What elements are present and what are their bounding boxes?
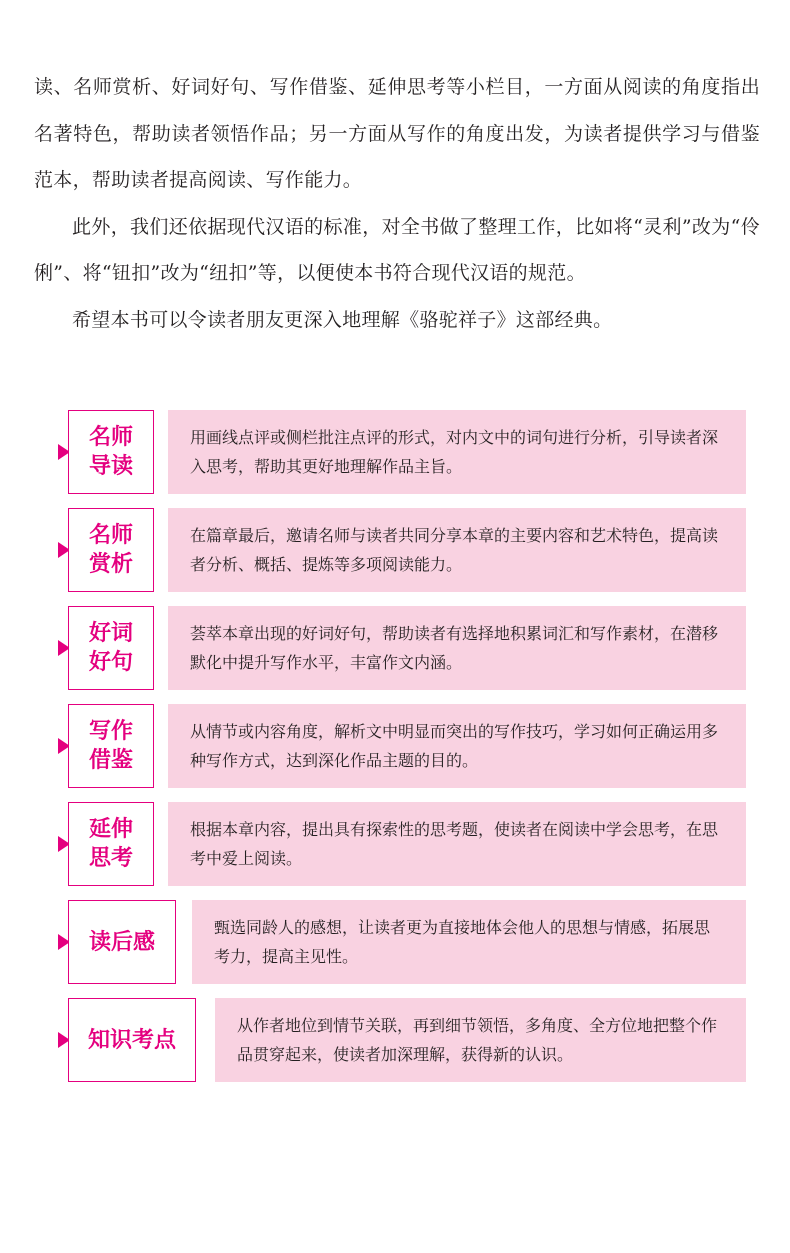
feature-description: 甄选同龄人的感想，让读者更为直接地体会他人的思想与情感，拓展思考力，提高主见性。 <box>214 918 711 966</box>
feature-description-box <box>168 508 746 592</box>
feature-label <box>68 802 154 886</box>
intro-paragraph-3: 希望本书可以令读者朋友更深入地理解《骆驼祥子》这部经典。 <box>72 308 613 331</box>
feature-description-box <box>168 410 746 494</box>
feature-label <box>68 508 154 592</box>
intro-paragraph-2: 此外，我们还依据现代汉语的标准，对全书做了整理工作，比如将“灵利”改为“伶俐”、将“钮扣”改为“纽扣”等，以便使本书符合现代汉语的规范。 <box>34 215 760 284</box>
feature-description-box <box>215 998 746 1082</box>
feature-description-box <box>168 704 746 788</box>
feature-label-line1: 延伸 <box>88 817 133 842</box>
feature-label <box>68 606 154 690</box>
feature-label <box>68 704 154 788</box>
feature-label-line2: 思考 <box>88 846 133 871</box>
feature-description-box <box>168 606 746 690</box>
feature-description-box <box>168 802 746 886</box>
intro-paragraph-1: 读、名师赏析、好词好句、写作借鉴、延伸思考等小栏目，一方面从阅读的角度指出名著特色，帮助读者领悟作品；另一方面从写作的角度出发，为读者提供学习与借鉴范本，帮助读者提高阅读、写作能力。 <box>34 76 760 191</box>
feature-label <box>68 900 176 984</box>
feature-label-line2: 借鉴 <box>88 748 133 773</box>
feature-label-line2: 好句 <box>88 650 133 675</box>
feature-label-line2: 赏析 <box>88 552 133 577</box>
feature-description: 在篇章最后，邀请名师与读者共同分享本章的主要内容和艺术特色，提高读者分析、概括、提炼等多项阅读能力。 <box>190 526 719 574</box>
feature-label-line1: 名师 <box>88 523 133 548</box>
feature-label <box>68 998 196 1082</box>
feature-label-line1: 名师 <box>88 425 133 450</box>
feature-label-line1: 好词 <box>88 621 133 646</box>
feature-description: 从作者地位到情节关联，再到细节领悟，多角度、全方位地把整个作品贯穿起来，使读者加深理解，获得新的认识。 <box>237 1016 718 1064</box>
feature-label-line1: 读后感 <box>88 929 155 955</box>
feature-description: 根据本章内容，提出具有探索性的思考题，使读者在阅读中学会思考，在思考中爱上阅读。 <box>190 820 719 868</box>
intro-text <box>34 64 760 343</box>
feature-description: 荟萃本章出现的好词好句，帮助读者有选择地积累词汇和写作素材，在潜移默化中提升写作水平，丰富作文内涵。 <box>190 624 719 672</box>
feature-description: 用画线点评或侧栏批注点评的形式，对内文中的词句进行分析，引导读者深入思考，帮助其更好地理解作品主旨。 <box>190 428 719 476</box>
feature-label-line1: 写作 <box>88 719 133 744</box>
feature-label-line2: 导读 <box>88 454 133 479</box>
feature-description: 从情节或内容角度，解析文中明显而突出的写作技巧，学习如何正确运用多种写作方式，达到深化作品主题的目的。 <box>190 722 719 770</box>
feature-label <box>68 410 154 494</box>
feature-description-box <box>192 900 746 984</box>
feature-label-line1: 知识考点 <box>87 1027 176 1053</box>
